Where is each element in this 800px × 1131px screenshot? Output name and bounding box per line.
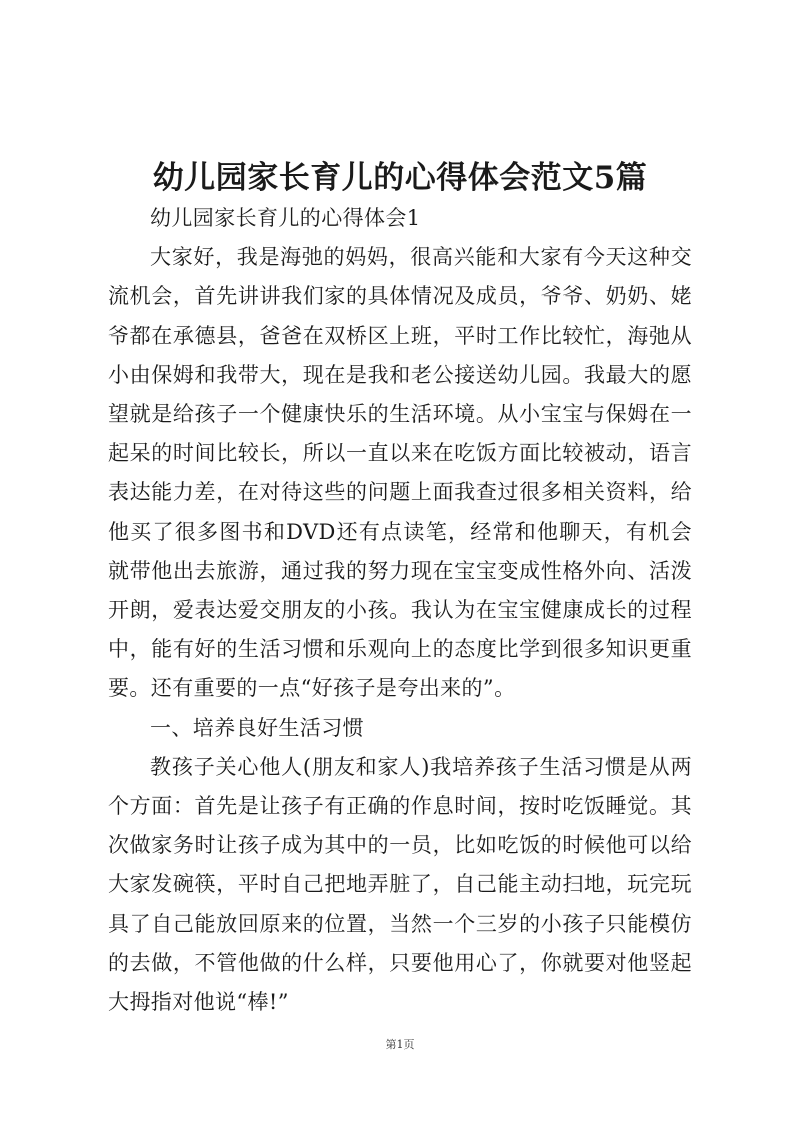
page-number: 第1页 (385, 1038, 415, 1051)
body-paragraph-2: 教孩子关心他人(朋友和家人)我培养孩子生活习惯是从两个方面：首先是让孩子有正确的作息时间，按时吃饭睡觉。其次做家务时让孩子成为其中的一员，比如吃饭的时候他可以给大家发碗筷，平时自己把地弄脏了，自己能主动扫地，玩完玩具了自己能放回原来的位置，当然一个三岁的小孩子只能模仿的去做，不管他做的什么样，只要他用心了，你就要对他竖起大拇指对他说“棒!” (108, 754, 692, 1015)
section-heading-1: 幼儿园家长育儿的心得体会1 (150, 206, 421, 230)
document-title: 幼儿园家长育儿的心得体会范文5篇 (152, 160, 648, 196)
section-heading-habits: 一、培养良好生活习惯 (150, 715, 364, 740)
document-body (108, 199, 692, 1022)
body-paragraph-1: 大家好，我是海弛的妈妈，很高兴能和大家有今天这种交流机会，首先讲讲我们家的具体情况及成员，爷爷、奶奶、姥爷都在承德县，爸爸在双桥区上班，平时工作比较忙，海弛从小由保姆和我带大，现在是我和老公接送幼儿园。我最大的愿望就是给孩子一个健康快乐的生活环境。从小宝宝与保姆在一起呆的时间比较长，所以一直以来在吃饭方面比较被动，语言表达能力差，在对待这些的问题上面我查过很多相关资料，给他买了很多图书和DVD还有点读笔，经常和他聊天，有机会就带他出去旅游，通过我的努力现在宝宝变成性格外向、活泼开朗，爱表达爱交朋友的小孩。我认为在宝宝健康成长的过程中，能有好的生活习惯和乐观向上的态度比学到很多知识更重要。还有重要的一点“好孩子是夸出来的”。 (108, 245, 692, 701)
